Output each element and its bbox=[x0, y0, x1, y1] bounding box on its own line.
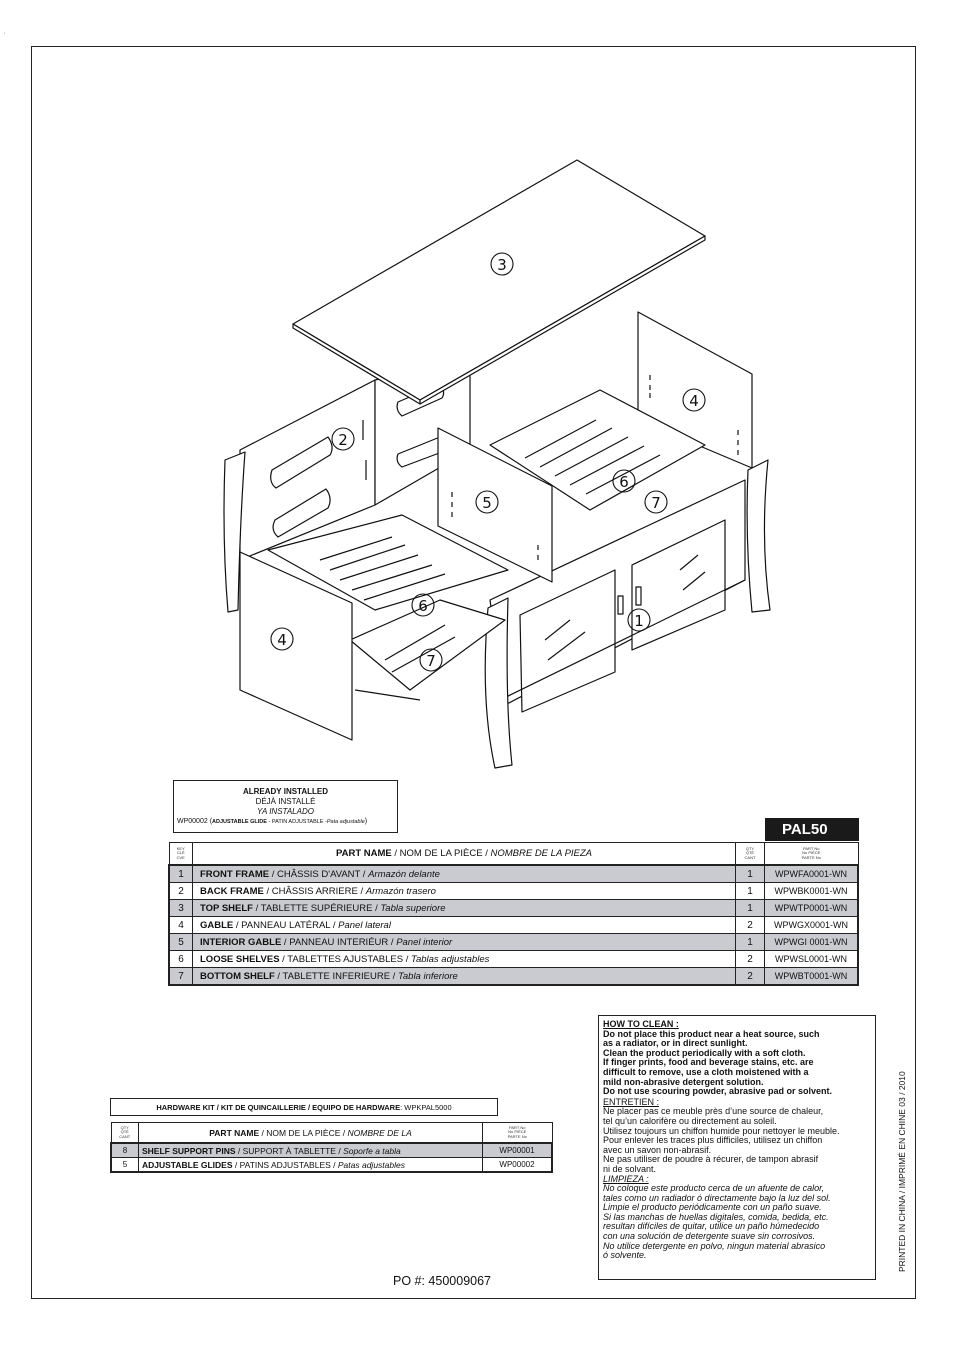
row-key: 6 bbox=[169, 951, 193, 968]
row-name: LOOSE SHELVES / TABLETTES AJUSTABLES / Tablas adjustables bbox=[193, 951, 736, 968]
part-name-header: PART NAME / NOM DE LA PIÈCE / NOMBRE DE LA PIEZA bbox=[193, 843, 736, 866]
row-key: 4 bbox=[169, 917, 193, 934]
hardware-kit-title: HARDWARE KIT / KIT DE QUINCAILLERIE / EQUIPO DE HARDWARE: WPKPAL5000 bbox=[110, 1098, 498, 1116]
clean-en-line: Do not use scouring powder, abrasive pad or solvent. bbox=[603, 1086, 833, 1097]
table-row bbox=[111, 1143, 552, 1158]
row-key: 1 bbox=[169, 865, 193, 883]
callout-label: 3 bbox=[497, 256, 507, 274]
table-row bbox=[111, 1158, 552, 1173]
row-part-no: WPWBT0001-WN bbox=[765, 968, 859, 986]
clean-es-line: resultan difíciles de quitar, utilice un paño húmedecido bbox=[603, 1221, 820, 1232]
po-number: PO #: 450009067 bbox=[393, 1274, 491, 1288]
table-row bbox=[169, 917, 858, 934]
row-name: BOTTOM SHELF / TABLETTE INFERIEURE / Tabla inferiore bbox=[193, 968, 736, 986]
callout-label: 4 bbox=[689, 392, 699, 410]
corner-mark: ' bbox=[4, 33, 6, 39]
row-name: GABLE / PANNEAU LATÉRAL / Panel lateral bbox=[193, 917, 736, 934]
row-part-no: WPWFA0001-WN bbox=[765, 865, 859, 883]
part-no-header: PART No No PIÈCE PARTE No bbox=[765, 843, 859, 866]
clean-fr-line: avec un savon non-abrasif. bbox=[603, 1144, 712, 1155]
assembly-diagram bbox=[200, 150, 780, 780]
callout-label: 1 bbox=[634, 612, 644, 630]
parts-table bbox=[168, 842, 859, 986]
hw-qty-header: QTY QTÉ CANT bbox=[111, 1123, 139, 1144]
clean-fr-line: tel qu’un calorifère ou directement au soleil. bbox=[603, 1115, 777, 1126]
table-row bbox=[169, 865, 858, 883]
already-installed-title: ALREADY INSTALLED bbox=[242, 787, 329, 796]
clean-fr-line: Utilisez toujours un chiffon humide pour nettoyer le meuble. bbox=[603, 1125, 840, 1136]
callout-label: 7 bbox=[651, 494, 661, 512]
hw-row-part-no: WP00002 bbox=[483, 1158, 553, 1173]
already-installed-part: WP00002 (ADJUSTABLE GLIDE - PATIN ADJUSTABLE -Pata adjustable) bbox=[177, 818, 368, 825]
clean-heading-en: HOW TO CLEAN : bbox=[603, 1019, 679, 1029]
row-name: BACK FRAME / CHÂSSIS ARRIERE / Armazón trasero bbox=[193, 883, 736, 900]
row-qty: 1 bbox=[736, 900, 765, 917]
clean-en-line: as a radiator, or in direct sunlight. bbox=[603, 1038, 748, 1049]
clean-heading-fr: ENTRETIEN : bbox=[603, 1096, 660, 1107]
clean-en-line: Clean the product periodically with a soft cloth. bbox=[603, 1047, 806, 1058]
already-installed-title-fr: DÉJÀ INSTALLÉ bbox=[255, 797, 316, 806]
hw-part-no-header: PART No No PIÈCE PARTE No bbox=[483, 1123, 553, 1144]
row-part-no: WPWTP0001-WN bbox=[765, 900, 859, 917]
row-qty: 1 bbox=[736, 934, 765, 951]
hw-row-qty: 8 bbox=[111, 1143, 139, 1158]
clean-es-line: ó solvente. bbox=[603, 1250, 647, 1261]
row-part-no: WPWBK0001-WN bbox=[765, 883, 859, 900]
hw-part-name-header: PART NAME / NOM DE LA PIÈCE / NOMBRE DE LA bbox=[139, 1123, 483, 1144]
printed-in-label: PRINTED IN CHINA / IMPRIMÉ EN CHINE 03 / 2010 bbox=[897, 1071, 907, 1272]
cleaning-instructions bbox=[598, 1015, 876, 1280]
row-part-no: WPWGX0001-WN bbox=[765, 917, 859, 934]
clean-es-line: Limpie el producto periódicamente con un paño suave. bbox=[603, 1202, 822, 1213]
clean-es-line: Si las manchas de huellas digitales, comida, bedida, etc. bbox=[603, 1211, 829, 1222]
clean-en-line: difficult to remove, use a cloth moistened with a bbox=[603, 1066, 809, 1077]
clean-es-line: tales como un radiador ó directamente bajo la luz del sol. bbox=[603, 1192, 831, 1203]
row-key: 2 bbox=[169, 883, 193, 900]
row-qty: 2 bbox=[736, 917, 765, 934]
clean-fr-line: Ne placer pas ce meuble près d’une source de chaleur, bbox=[603, 1106, 824, 1117]
row-qty: 1 bbox=[736, 883, 765, 900]
callout-label: 7 bbox=[426, 652, 436, 670]
clean-fr-line: Pour enlever les traces plus difficiles, utilisez un chiffon bbox=[603, 1135, 823, 1146]
clean-en-line: mild non-abrasive detergent solution. bbox=[603, 1076, 764, 1087]
clean-en-line: If finger prints, food and beverage stains, etc. are bbox=[603, 1057, 814, 1068]
model-label: PAL50 bbox=[765, 818, 859, 841]
callout-label: 5 bbox=[482, 494, 492, 512]
callout-label: 2 bbox=[338, 431, 348, 449]
row-name: FRONT FRAME / CHÂSSIS D'AVANT / Armazón delante bbox=[193, 865, 736, 883]
row-name: INTERIOR GABLE / PANNEAU INTERIÉUR / Panel interior bbox=[193, 934, 736, 951]
hw-row-part-no: WP00001 bbox=[483, 1143, 553, 1158]
row-key: 3 bbox=[169, 900, 193, 917]
hw-row-name: ADJUSTABLE GLIDES / PATINS ADJUSTABLES / Patas adjustables bbox=[139, 1158, 483, 1173]
table-row bbox=[169, 968, 858, 986]
hw-row-name: SHELF SUPPORT PINS / SUPPORT À TABLETTE / Soporfe a tabla bbox=[139, 1143, 483, 1158]
table-row bbox=[169, 883, 858, 900]
callout-label: 6 bbox=[418, 597, 428, 615]
row-qty: 2 bbox=[736, 968, 765, 986]
qty-header: QTY QTÉ CANT bbox=[736, 843, 765, 866]
hw-row-qty: 5 bbox=[111, 1158, 139, 1173]
clean-fr-line: ni de solvant. bbox=[603, 1163, 657, 1174]
table-row bbox=[169, 951, 858, 968]
row-key: 5 bbox=[169, 934, 193, 951]
row-qty: 2 bbox=[736, 951, 765, 968]
row-part-no: WPWGI 0001-WN bbox=[765, 934, 859, 951]
row-qty: 1 bbox=[736, 865, 765, 883]
table-row bbox=[169, 900, 858, 917]
clean-es-line: No coloque este producto cerca de un afuente de calor, bbox=[603, 1183, 825, 1194]
row-name: TOP SHELF / TABLETTE SUPÉRIEURE / Tabla superiore bbox=[193, 900, 736, 917]
clean-es-line: No utilice detergente en polvo, ningun material abrasico bbox=[603, 1240, 826, 1251]
clean-es-line: con una solución de detergente suave sin corrosivos. bbox=[603, 1231, 816, 1242]
clean-en-line: Do not place this product near a heat source, such bbox=[603, 1028, 820, 1039]
callout-label: 6 bbox=[619, 473, 629, 491]
clean-fr-line: Ne pas utiliser de poudre à récurer, de tampon abrasif bbox=[603, 1154, 819, 1165]
already-installed-box bbox=[173, 780, 398, 833]
already-installed-title-es: YA INSTALADO bbox=[257, 807, 314, 816]
hardware-table bbox=[110, 1122, 553, 1173]
row-part-no: WPWSL0001-WN bbox=[765, 951, 859, 968]
row-key: 7 bbox=[169, 968, 193, 986]
callout-label: 4 bbox=[277, 631, 287, 649]
key-header: KEY CLÉ CVE bbox=[169, 843, 193, 866]
clean-heading-es: LIMPIEZA : bbox=[603, 1173, 649, 1184]
table-row bbox=[169, 934, 858, 951]
